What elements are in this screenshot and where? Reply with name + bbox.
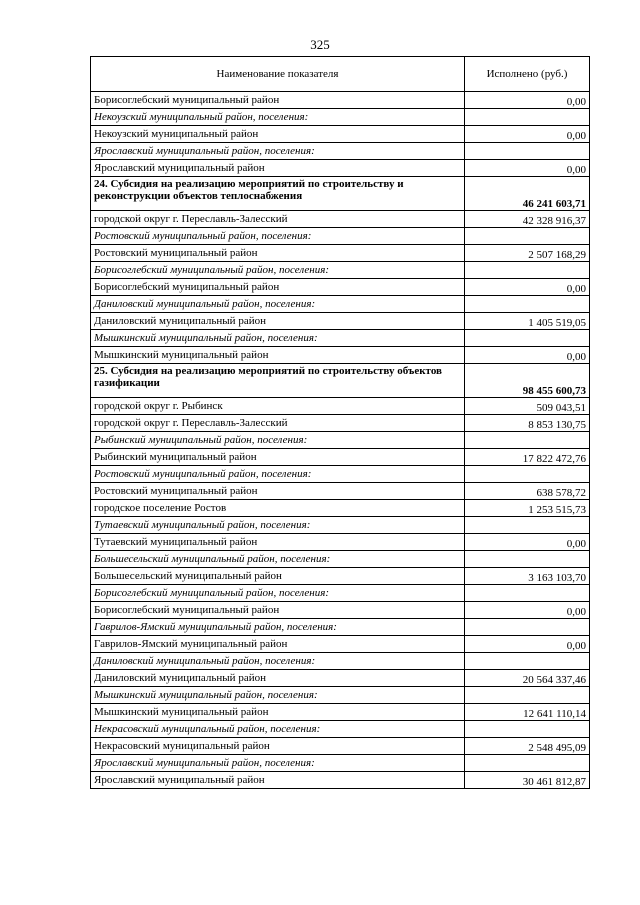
group-label: Ярославский муниципальный район, поселения:	[91, 143, 465, 160]
table-row	[91, 534, 590, 551]
row-value: 0,00	[465, 160, 590, 177]
header-row	[91, 57, 590, 92]
group-label: Борисоглебский муниципальный район, поселения:	[91, 262, 465, 279]
group-label: Большесельский муниципальный район, поселения:	[91, 551, 465, 568]
table-row	[91, 602, 590, 619]
row-value	[465, 330, 590, 347]
row-value: 3 163 103,70	[465, 568, 590, 585]
group-row	[91, 517, 590, 534]
group-row	[91, 296, 590, 313]
row-name: городской округ г. Переславль-Залесский	[91, 415, 465, 432]
row-value	[465, 517, 590, 534]
row-name: Некрасовский муниципальный район	[91, 738, 465, 755]
row-value	[465, 466, 590, 483]
table-row	[91, 772, 590, 789]
group-row	[91, 262, 590, 279]
table-row	[91, 160, 590, 177]
row-value: 0,00	[465, 534, 590, 551]
row-value	[465, 653, 590, 670]
section-total: 98 455 600,73	[465, 364, 590, 398]
group-row	[91, 466, 590, 483]
table-row	[91, 245, 590, 262]
section-row	[91, 177, 590, 211]
row-value: 12 641 110,14	[465, 704, 590, 721]
table-row	[91, 449, 590, 466]
row-name: Мышкинский муниципальный район	[91, 704, 465, 721]
group-label: Ростовский муниципальный район, поселения:	[91, 228, 465, 245]
row-value	[465, 551, 590, 568]
row-value: 20 564 337,46	[465, 670, 590, 687]
group-label: Рыбинский муниципальный район, поселения:	[91, 432, 465, 449]
group-label: Некрасовский муниципальный район, поселения:	[91, 721, 465, 738]
table-row	[91, 313, 590, 330]
row-value: 17 822 472,76	[465, 449, 590, 466]
group-row	[91, 755, 590, 772]
column-header-name: Наименование показателя	[91, 57, 465, 92]
table-row	[91, 483, 590, 500]
row-name: Большесельский муниципальный район	[91, 568, 465, 585]
group-label: Тутаевский муниципальный район, поселения:	[91, 517, 465, 534]
row-value: 509 043,51	[465, 398, 590, 415]
row-value: 0,00	[465, 279, 590, 296]
group-label: Гаврилов-Ямский муниципальный район, поселения:	[91, 619, 465, 636]
row-value	[465, 109, 590, 126]
section-title: 24. Субсидия на реализацию мероприятий по строительству и реконструкции объектов теплоснабжения	[91, 177, 465, 211]
row-name: Борисоглебский муниципальный район	[91, 279, 465, 296]
section-title: 25. Субсидия на реализацию мероприятий по строительству объектов газификации	[91, 364, 465, 398]
group-label: Мышкинский муниципальный район, поселения:	[91, 687, 465, 704]
row-value: 30 461 812,87	[465, 772, 590, 789]
row-name: Некоузский муниципальный район	[91, 126, 465, 143]
table-row	[91, 704, 590, 721]
group-row	[91, 585, 590, 602]
section-total: 46 241 603,71	[465, 177, 590, 211]
row-value: 1 253 515,73	[465, 500, 590, 517]
row-name: Ростовский муниципальный район	[91, 483, 465, 500]
column-header-value: Исполнено (руб.)	[465, 57, 590, 92]
row-name: городской округ г. Рыбинск	[91, 398, 465, 415]
row-value: 42 328 916,37	[465, 211, 590, 228]
group-label: Даниловский муниципальный район, поселения:	[91, 296, 465, 313]
group-row	[91, 109, 590, 126]
group-row	[91, 653, 590, 670]
table-row	[91, 568, 590, 585]
table-header	[91, 57, 590, 92]
row-name: Даниловский муниципальный район	[91, 670, 465, 687]
row-value: 0,00	[465, 347, 590, 364]
row-name: Мышкинский муниципальный район	[91, 347, 465, 364]
row-name: Рыбинский муниципальный район	[91, 449, 465, 466]
row-value: 1 405 519,05	[465, 313, 590, 330]
row-name: Тутаевский муниципальный район	[91, 534, 465, 551]
row-name: Ярославский муниципальный район	[91, 160, 465, 177]
row-name: городское поселение Ростов	[91, 500, 465, 517]
group-label: Некоузский муниципальный район, поселения:	[91, 109, 465, 126]
group-label: Ростовский муниципальный район, поселения:	[91, 466, 465, 483]
row-value: 638 578,72	[465, 483, 590, 500]
group-row	[91, 687, 590, 704]
table-row	[91, 279, 590, 296]
row-value	[465, 262, 590, 279]
row-value	[465, 228, 590, 245]
row-name: Гаврилов-Ямский муниципальный район	[91, 636, 465, 653]
row-value: 2 507 168,29	[465, 245, 590, 262]
row-name: Даниловский муниципальный район	[91, 313, 465, 330]
table-row	[91, 92, 590, 109]
table-row	[91, 500, 590, 517]
row-value: 0,00	[465, 126, 590, 143]
row-name: городской округ г. Переславль-Залесский	[91, 211, 465, 228]
group-row	[91, 619, 590, 636]
row-value	[465, 296, 590, 313]
row-name: Ярославский муниципальный район	[91, 772, 465, 789]
row-value	[465, 585, 590, 602]
group-row	[91, 228, 590, 245]
row-value: 0,00	[465, 602, 590, 619]
row-name: Ростовский муниципальный район	[91, 245, 465, 262]
row-value	[465, 755, 590, 772]
row-value	[465, 619, 590, 636]
table-row	[91, 415, 590, 432]
row-value	[465, 143, 590, 160]
row-value	[465, 432, 590, 449]
row-value	[465, 687, 590, 704]
table-body	[91, 92, 590, 789]
group-row	[91, 721, 590, 738]
table-row	[91, 398, 590, 415]
table-row	[91, 670, 590, 687]
row-value: 8 853 130,75	[465, 415, 590, 432]
row-value: 0,00	[465, 636, 590, 653]
table-row	[91, 738, 590, 755]
page-number: 325	[310, 37, 330, 52]
row-name: Борисоглебский муниципальный район	[91, 602, 465, 619]
group-label: Борисоглебский муниципальный район, поселения:	[91, 585, 465, 602]
table-row	[91, 636, 590, 653]
group-label: Даниловский муниципальный район, поселения:	[91, 653, 465, 670]
group-label: Мышкинский муниципальный район, поселения:	[91, 330, 465, 347]
table-row	[91, 211, 590, 228]
report-table	[90, 56, 590, 789]
group-row	[91, 551, 590, 568]
group-label: Ярославский муниципальный район, поселения:	[91, 755, 465, 772]
group-row	[91, 432, 590, 449]
row-value: 2 548 495,09	[465, 738, 590, 755]
group-row	[91, 143, 590, 160]
table-row	[91, 347, 590, 364]
row-name: Борисоглебский муниципальный район	[91, 92, 465, 109]
row-value: 0,00	[465, 92, 590, 109]
row-value	[465, 721, 590, 738]
group-row	[91, 330, 590, 347]
section-row	[91, 364, 590, 398]
table-row	[91, 126, 590, 143]
